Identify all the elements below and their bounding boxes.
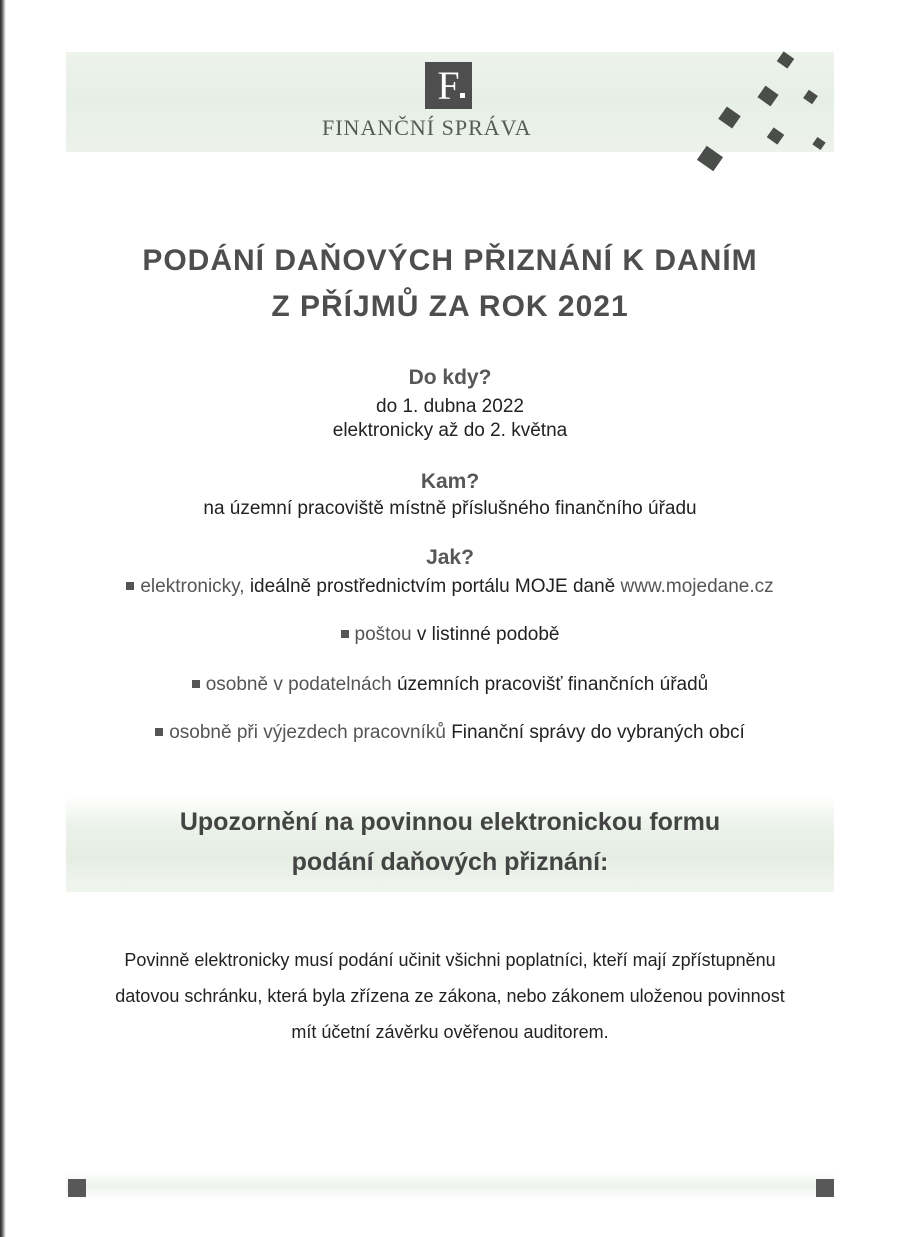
how-item-method: osobně při výjezdech pracovníků: [169, 722, 452, 743]
warning-title-line-1: Upozornění na povinnou elektronickou formu: [179, 808, 721, 836]
how-heading: Jak?: [426, 546, 474, 569]
warning-title-line-2: podání daňových přiznání:: [291, 848, 609, 876]
how-item: [0, 674, 900, 696]
bullet-icon: [126, 582, 134, 590]
logo-letter: F: [437, 63, 460, 108]
footer-band: [66, 1172, 834, 1200]
how-item: [0, 722, 900, 744]
bullet-icon: [155, 728, 163, 736]
how-item-method: osobně v podatelnách: [205, 674, 397, 695]
financni-sprava-logo: [425, 62, 472, 109]
how-item-detail: Finanční správy do vybraných obcí: [451, 722, 745, 743]
bullet-icon: [341, 630, 349, 638]
logo-text: FINANČNÍ SPRÁVA: [322, 115, 532, 140]
paragraph-line-1: Povinně elektronicky musí podání učinit všichni poplatníci, kteří mají zpřístupněnu: [124, 950, 776, 970]
how-item: [0, 576, 900, 598]
how-item: [0, 624, 900, 646]
title-line-1: PODÁNÍ DAŇOVÝCH PŘIZNÁNÍ K DANÍM: [142, 244, 758, 277]
warning-title: [0, 802, 900, 882]
when-heading: Do kdy?: [408, 366, 492, 389]
logo-dot: [460, 93, 465, 98]
paragraph-line-2: datovou schránku, která byla zřízena ze zákona, nebo zákonem uloženou povinnost: [115, 986, 785, 1006]
page-title: [0, 238, 900, 330]
title-line-2: Z PŘÍJMŮ ZA ROK 2021: [271, 290, 629, 323]
footer-square-right-icon: [816, 1179, 834, 1197]
when-deadline: do 1. dubna 2022: [376, 396, 524, 417]
how-item-method: elektronicky,: [140, 576, 250, 597]
portal-link[interactable]: www.mojedane.cz: [620, 576, 774, 597]
paragraph-line-3: mít účetní závěrku ověřenou auditorem.: [291, 1022, 609, 1042]
how-item-detail: ideálně prostřednictvím portálu MOJE daně: [249, 576, 621, 597]
warning-paragraph: [0, 942, 900, 1050]
how-item-detail: územních pracovišť finančních úřadů: [396, 674, 709, 695]
where-heading: Kam?: [420, 470, 480, 493]
footer-square-left-icon: [68, 1179, 86, 1197]
bullet-icon: [192, 680, 200, 688]
where-text: na územní pracoviště místně příslušného finančního úřadu: [203, 498, 697, 519]
how-item-detail: v listinné podobě: [416, 624, 560, 645]
scan-edge: [0, 0, 6, 1237]
how-item-method: poštou: [354, 624, 417, 645]
when-electronic-deadline: elektronicky až do 2. května: [332, 420, 568, 441]
